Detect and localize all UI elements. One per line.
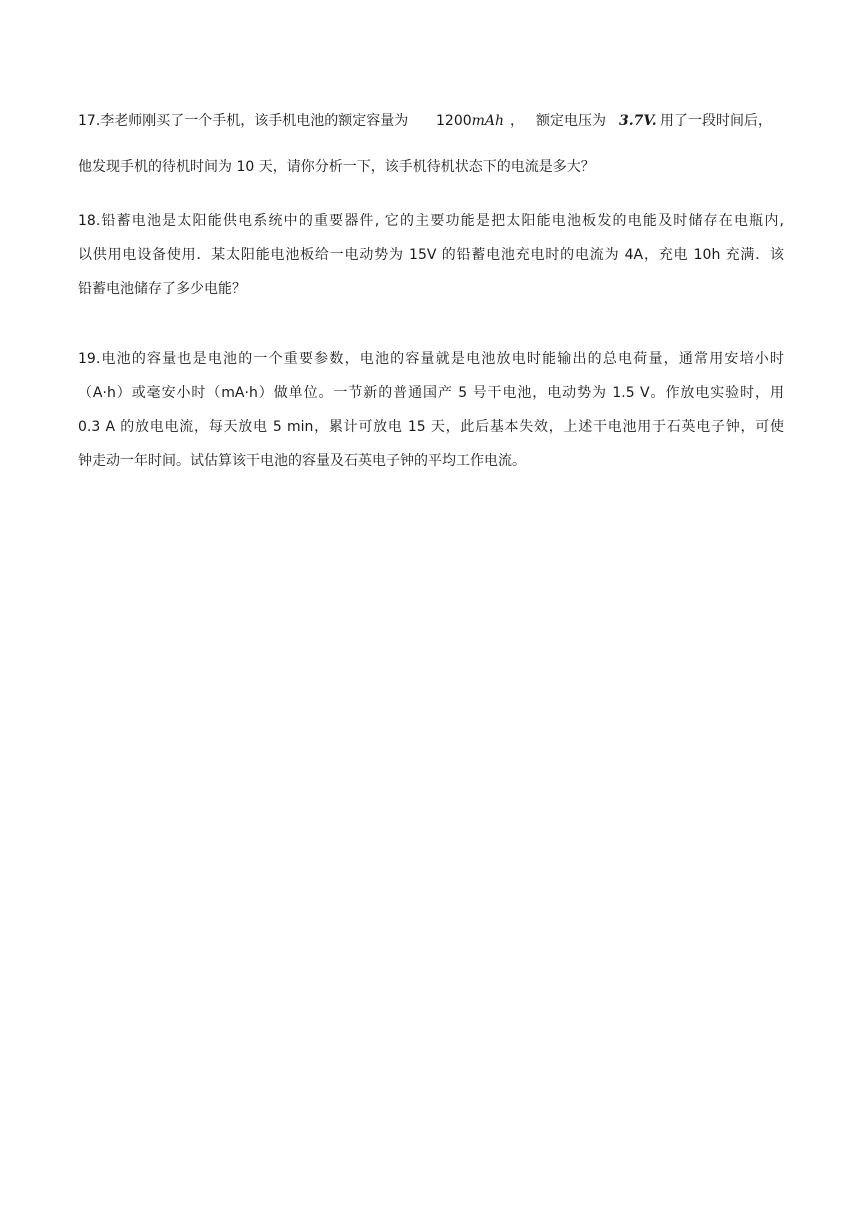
capacity-unit: mAh xyxy=(471,113,505,129)
voltage-value: 3.7V. xyxy=(619,113,657,129)
question-18-line-3: 铅蓄电池储存了多少电能？ xyxy=(78,281,246,297)
question-19-line-2: （A·h）或毫安小时（mA·h）做单位。一节新的普通国产 5 号干电池，电动势为 1.5 V。作放电实验时，用 xyxy=(78,385,784,401)
question-19-line-4: 钟走动一年时间。试估算该干电池的容量及石英电子钟的平均工作电流。 xyxy=(78,453,526,469)
question-17-prefix: 17.李老师刚买了一个手机，该手机电池的额定容量为 xyxy=(78,113,409,129)
question-17-suffix: 用了一段时间后， xyxy=(660,113,772,129)
question-18 xyxy=(78,208,784,302)
question-17-line-2: 他发现手机的待机时间为 10 天，请你分析一下，该手机待机状态下的电流是多大？ xyxy=(78,159,595,175)
capacity-number: 1200 xyxy=(436,113,472,129)
question-19-line-3: 0.3 A 的放电电流，每天放电 5 min，累计可放电 15 天，此后基本失效，上述干电池用于石英电子钟，可使 xyxy=(78,419,784,435)
question-17-line-1 xyxy=(78,108,784,134)
comma: ， xyxy=(510,113,524,129)
question-19-line-1: 19.电池的容量也是电池的一个重要参数，电池的容量就是电池放电时能输出的总电荷量，通常用安培小时 xyxy=(78,351,784,367)
question-17 xyxy=(78,108,784,180)
question-19 xyxy=(78,346,784,474)
question-18-line-1: 18.铅蓄电池是太阳能供电系统中的重要器件, 它的主要功能是把太阳能电池板发的电能及时储存在电瓶内, xyxy=(78,213,784,229)
voltage-prefix: 额定电压为 xyxy=(536,113,606,129)
question-18-line-2: 以供用电设备使用．某太阳能电池板给一电动势为 15V 的铅蓄电池充电时的电流为 4A，充电 10h 充满．该 xyxy=(78,247,784,263)
capacity-value xyxy=(436,108,504,134)
